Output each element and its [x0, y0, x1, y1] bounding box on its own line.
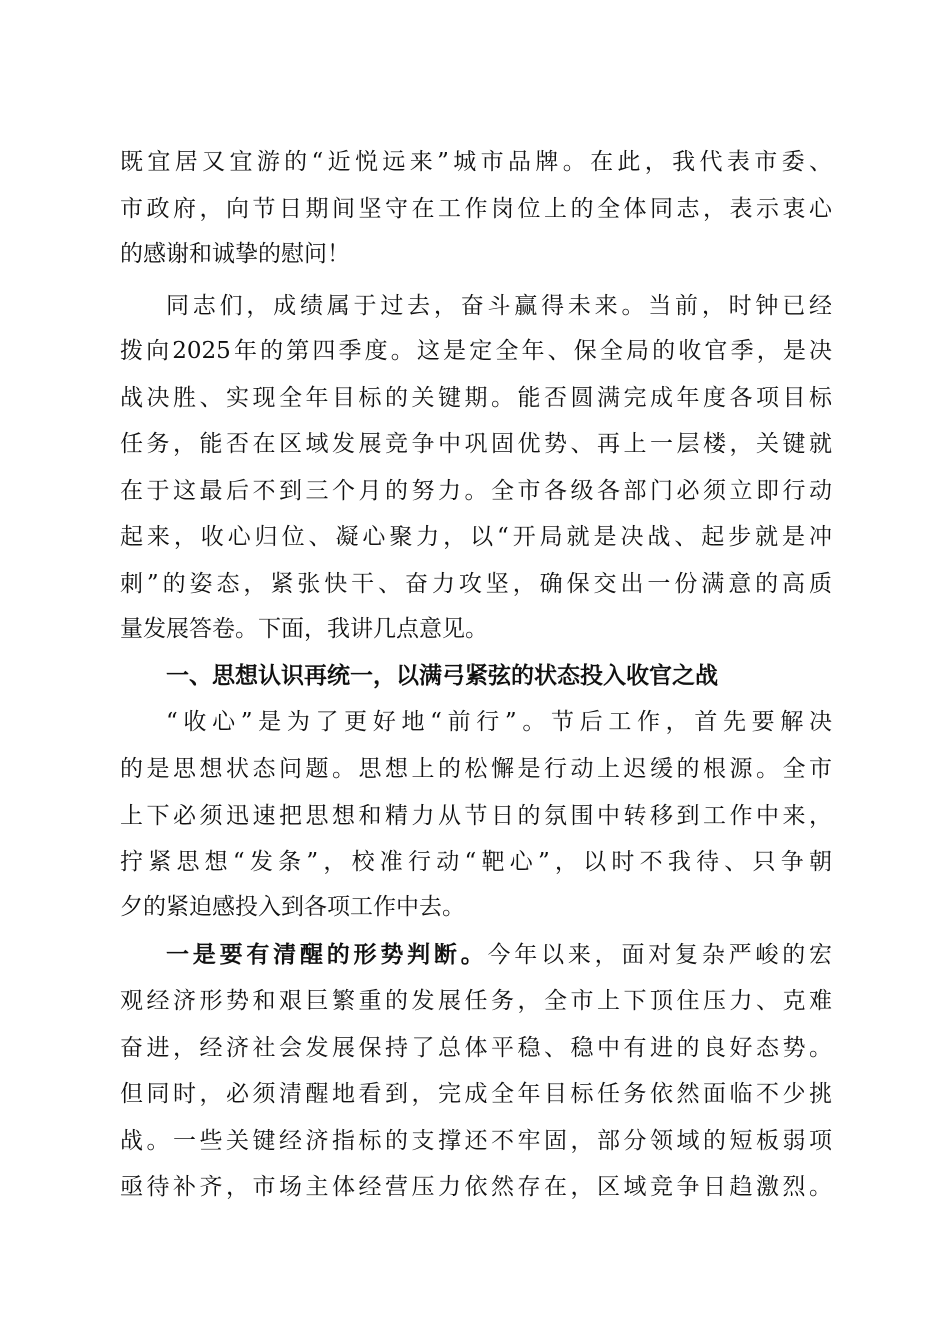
paragraph-lead: 一是要有清醒的形势判断。: [166, 942, 488, 968]
text-line: “收心”是为了更好地“前行”。节后工作，首先要解决: [166, 709, 832, 735]
text-line: 量发展答卷。下面，我讲几点意见。: [120, 616, 488, 642]
text-line: 夕的紧迫感投入到各项工作中去。: [120, 894, 465, 920]
text-line: 同志们，成绩属于过去，奋斗赢得未来。当前，时钟已经: [166, 293, 832, 319]
text-line: 的感谢和诚挚的慰问！: [120, 241, 350, 267]
text-line: 但同时，必须清醒地看到，完成全年目标任务依然面临不少挑: [120, 1081, 832, 1107]
section-heading: 一、思想认识再统一，以满弓紧弦的状态投入收官之战: [166, 663, 718, 689]
text-line: 既宜居又宜游的“近悦远来”城市品牌。在此，我代表市委、: [120, 149, 832, 175]
text-line: 亟待补齐，市场主体经营压力依然存在，区域竞争日趋激烈。: [120, 1174, 832, 1200]
text-line: 拨向2025年的第四季度。这是定全年、保全局的收官季，是决: [120, 338, 832, 364]
text-line: 观经济形势和艰巨繁重的发展任务，全市上下顶住压力、克难: [120, 988, 832, 1014]
text-line: 奋进，经济社会发展保持了总体平稳、稳中有进的良好态势。: [120, 1035, 832, 1061]
text-line: 起来，收心归位、凝心聚力，以“开局就是决战、起步就是冲: [120, 524, 832, 550]
text-line: 战决胜、实现全年目标的关键期。能否圆满完成年度各项目标: [120, 385, 832, 411]
text-line: 拧紧思想“发条”，校准行动“靶心”，以时不我待、只争朝: [120, 849, 832, 875]
text-line: 在于这最后不到三个月的努力。全市各级各部门必须立即行动: [120, 478, 832, 504]
text-line: [166, 932, 832, 979]
text-line: 的是思想状态问题。思想上的松懈是行动上迟缓的根源。全市: [120, 756, 832, 782]
text-line: 任务，能否在区域发展竞争中巩固优势、再上一层楼，关键就: [120, 431, 832, 457]
text-line: 刺”的姿态，紧张快干、奋力攻坚，确保交出一份满意的高质: [120, 571, 832, 597]
text-line: 战。一些关键经济指标的支撑还不牢固，部分领域的短板弱项: [120, 1128, 832, 1154]
paragraph-text: 今年以来，面对复杂严峻的宏: [487, 942, 832, 968]
text-line: 市政府，向节日期间坚守在工作岗位上的全体同志，表示衷心: [120, 196, 832, 222]
text-line: 上下必须迅速把思想和精力从节日的氛围中转移到工作中来，: [120, 803, 832, 829]
